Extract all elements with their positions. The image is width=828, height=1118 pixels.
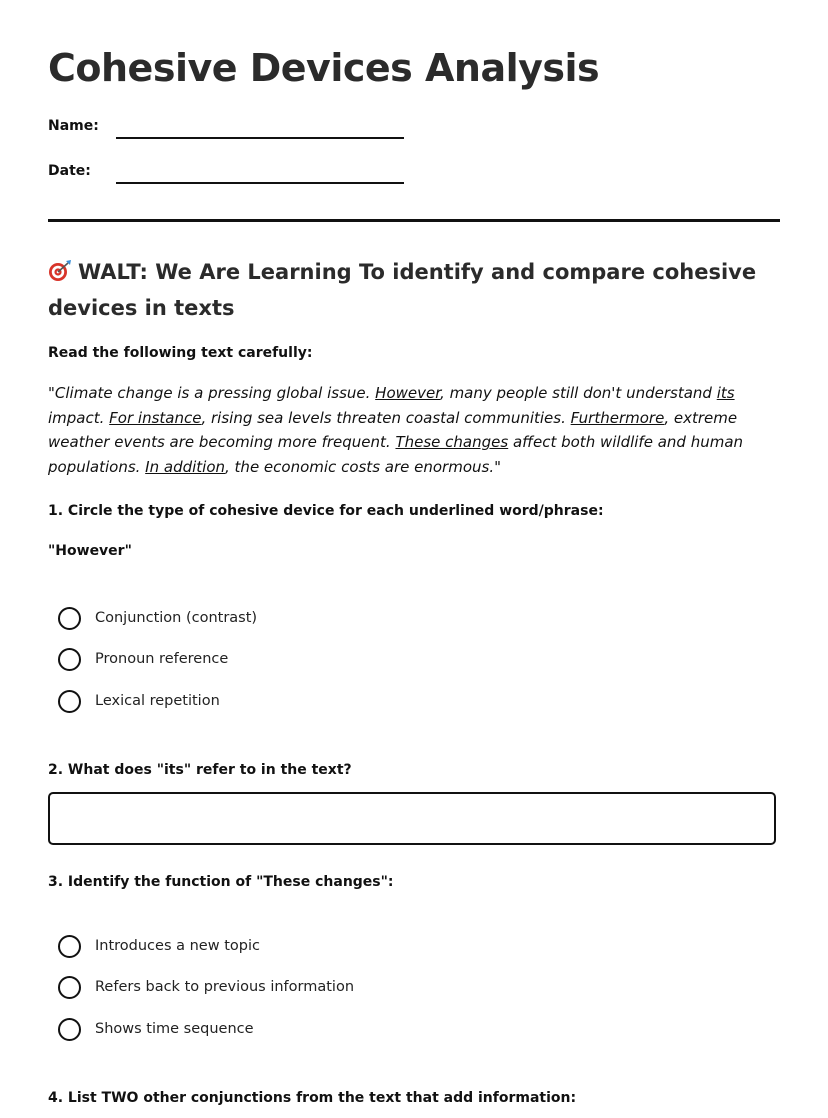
walt-heading [48,254,780,326]
option-label: Shows time sequence [95,1021,254,1037]
target-dart-icon [48,257,72,279]
q3-option-refers-back[interactable] [58,974,354,1000]
passage-segment: impact. [48,408,110,427]
radio-circle[interactable] [58,648,81,671]
underlined-device: Furthermore [570,408,665,427]
page-title: Cohesive Devices Analysis [48,46,600,90]
question-1-prompt: 1. Circle the type of cohesive device for each underlined word/phrase: [48,503,604,519]
underlined-device: However [375,384,441,402]
passage-segment: , many people still don't understand [440,384,717,402]
underlined-device: In addition [145,457,226,476]
passage-segment: affect both wildlife and human populations. [48,433,744,476]
underlined-device: These changes [395,433,509,452]
passage-segment: , extreme weather events are becoming more frequent. [48,408,738,452]
radio-circle[interactable] [58,690,81,713]
option-label: Introduces a new topic [95,938,260,954]
date-line[interactable] [116,182,404,184]
question-2-prompt: 2. What does "its" refer to in the text? [48,762,352,778]
option-label: Lexical repetition [95,693,220,709]
name-line[interactable] [116,137,404,139]
option-label: Refers back to previous information [95,979,355,995]
passage-segment: "Climate change is a pressing global issue. [48,384,376,402]
option-label: Conjunction (contrast) [95,610,258,626]
passage-text [48,381,780,479]
walt-text: WALT: We Are Learning To identify and compare cohesive devices in texts [48,260,757,320]
question-4-prompt: 4. List TWO other conjunctions from the text that add information: [48,1090,577,1106]
passage-segment: , the economic costs are enormous." [225,457,501,476]
radio-circle[interactable] [58,607,81,630]
q1-option-pronoun[interactable] [58,646,228,672]
q1-option-lexical[interactable] [58,688,220,714]
option-label: Pronoun reference [95,651,229,667]
underlined-device: its [716,384,735,402]
question-1-term: "However" [48,543,132,559]
question-2-answer-input[interactable] [48,792,776,845]
radio-circle[interactable] [58,935,81,958]
header-divider [48,219,780,222]
q3-option-new-topic[interactable] [58,933,260,959]
underlined-device: For instance [109,408,202,427]
radio-circle[interactable] [58,1018,81,1041]
question-3-prompt: 3. Identify the function of "These changes": [48,874,394,890]
q1-option-conjunction[interactable] [58,605,257,631]
radio-circle[interactable] [58,976,81,999]
name-label: Name: [48,118,99,134]
read-instruction: Read the following text carefully: [48,345,313,361]
passage-segment: , rising sea levels threaten coastal communities. [201,408,571,427]
date-label: Date: [48,163,91,179]
q3-option-time-sequence[interactable] [58,1016,254,1042]
